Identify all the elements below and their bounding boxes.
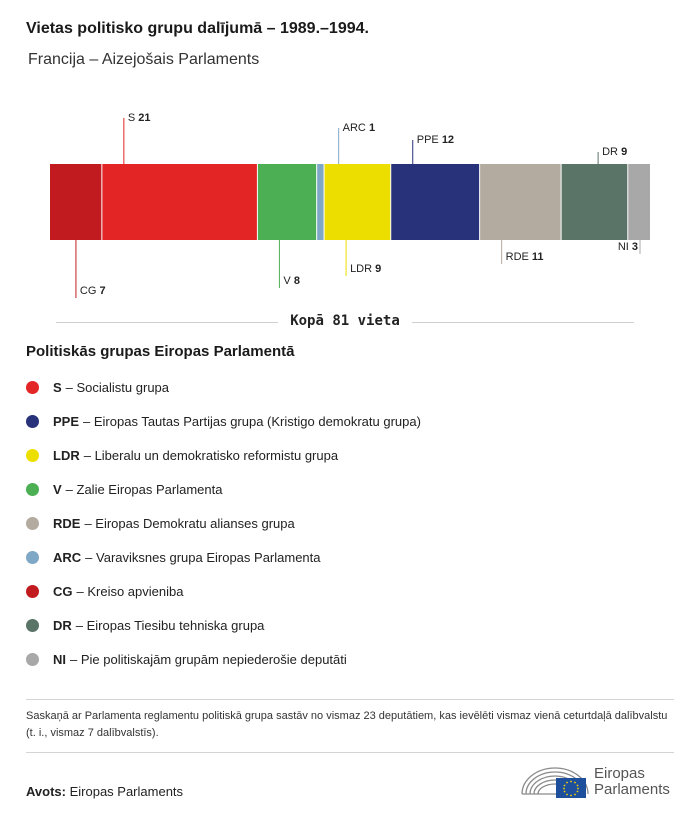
legend-dot [26,483,39,496]
logo-line-1: Eiropas [594,765,645,782]
divider [26,752,674,753]
legend-item: S – Socialistu grupa [26,370,421,404]
seat-label-ppe: PPE 12 [416,134,455,146]
legend-code: LDR [53,447,80,463]
legend-item: RDE – Eiropas Demokratu alianses grupa [26,506,421,540]
legend-code: PPE [53,413,80,429]
source-label: Avots: [26,784,66,799]
legend-name: Pie politiskajām grupām nepiederošie deputāti [80,651,347,667]
logo-line-2: Parlaments [594,781,670,798]
chart-subtitle: Francija – Aizejošais Parlaments [28,51,260,68]
bar-segment-dr [561,164,628,240]
legend-code: DR [53,617,72,633]
legend-name: Liberalu un demokratisko reformistu grupa [94,447,339,463]
legend-code: RDE [53,515,81,531]
legend-name: Kreiso apvieniba [87,583,184,599]
seat-label-arc: ARC 1 [342,122,376,134]
seat-label-cg: CG 7 [79,285,106,297]
legend-item: CG – Kreiso apvieniba [26,574,421,608]
bar-segment-rde [480,164,561,240]
total-seats [56,312,634,334]
legend-name: Socialistu grupa [76,379,170,395]
bar-segment-ppe [391,164,480,240]
chart-title: Vietas politisko grupu dalījumā – 1989.–1994. [26,20,369,37]
legend-dot [26,585,39,598]
parliament-emblem-icon [520,762,590,802]
seat-label-rde: RDE 11 [505,251,544,263]
bar-segment-arc [317,164,324,240]
seat-label-dr: DR 9 [602,146,628,158]
legend-name: Zalie Eiropas Parlamenta [76,481,223,497]
legend-name: Eiropas Tautas Partijas grupa (Kristigo demokratu grupa) [93,413,421,429]
stacked-seat-bar-chart [0,100,700,305]
bar-segment-ni [628,164,650,240]
legend-code: CG [53,583,73,599]
source-value: Eiropas Parlaments [69,784,184,799]
bar-segment-ldr [324,164,391,240]
legend-dot [26,381,39,394]
legend-dot [26,619,39,632]
european-parliament-logo [520,762,680,802]
total-seats-label: Kopā 81 vieta [278,313,412,329]
legend-name: Varaviksnes grupa Eiropas Parlamenta [96,549,321,565]
seat-label-v: V 8 [283,275,300,287]
seat-label-s: S 21 [127,112,151,124]
legend [26,370,421,676]
source-line [26,784,183,799]
seat-label-ni: NI 3 [617,241,638,253]
legend-code: ARC [53,549,82,565]
legend-dot [26,449,39,462]
legend-dot [26,653,39,666]
legend-title: Politiskās grupas Eiropas Parlamentā [26,343,295,360]
bar-segment-v [257,164,316,240]
bar-segment-s [102,164,258,240]
legend-name: Eiropas Tiesibu tehniska grupa [86,617,265,633]
legend-item: ARC – Varaviksnes grupa Eiropas Parlamenta [26,540,421,574]
legend-code: V [53,481,62,497]
legend-name: Eiropas Demokratu alianses grupa [95,515,295,531]
seat-label-ldr: LDR 9 [350,263,382,275]
legend-dot [26,517,39,530]
legend-item: DR – Eiropas Tiesibu tehniska grupa [26,608,421,642]
legend-item: PPE – Eiropas Tautas Partijas grupa (Kristigo demokratu grupa) [26,404,421,438]
legend-item: LDR – Liberalu un demokratisko reformistu grupa [26,438,421,472]
legend-code: NI [53,651,66,667]
bar-segment-cg [50,164,102,240]
legend-code: S [53,379,62,395]
legend-item: NI – Pie politiskajām grupām nepiederošie deputāti [26,642,421,676]
divider [26,699,674,700]
legend-dot [26,415,39,428]
footnote: Saskaņā ar Parlamenta reglamentu politiskā grupa sastāv no vismaz 23 deputātiem, kas ievēlēti vismaz vienā ceturtdaļā dalībvalstu (t. i., vismaz 7 dalībvalstīs). [26,710,668,739]
legend-dot [26,551,39,564]
legend-item: V – Zalie Eiropas Parlamenta [26,472,421,506]
